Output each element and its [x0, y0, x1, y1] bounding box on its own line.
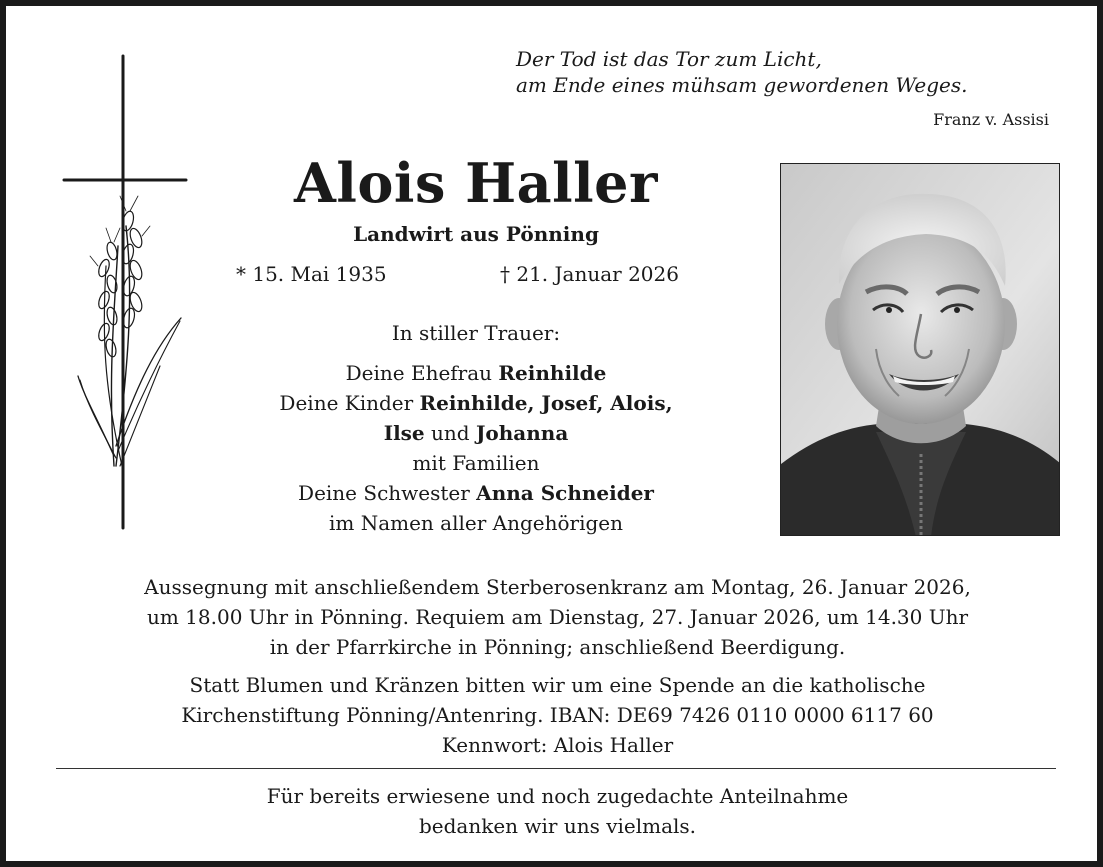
divider: [56, 768, 1056, 769]
donation-line-3: Kennwort: Alois Haller: [441, 733, 674, 757]
donation-line-2: Kirchenstiftung Pönning/Antenring. IBAN: DE69 7426 0110 0000 6117 60: [181, 703, 934, 727]
mourner-sister-name: Anna Schneider: [476, 481, 654, 505]
mourner-wife: [196, 358, 756, 388]
thanks-line-1: Für bereits erwiesene und noch zugedachte Anteilnahme: [266, 784, 849, 808]
mourner-sister: [196, 478, 756, 508]
deceased-name: Alois Haller: [294, 151, 658, 215]
service-line-3: in der Pfarrkirche in Pönning; anschließend Beerdigung.: [269, 635, 846, 659]
mourners-list: [196, 358, 756, 538]
mourner-wife-prefix: Deine Ehefrau: [345, 361, 499, 385]
death-date: † 21. Januar 2026: [500, 262, 679, 286]
mourner-children-prefix: Deine Kinder: [279, 391, 420, 415]
thanks-note: [46, 781, 1069, 841]
mourner-children-and: und: [424, 421, 476, 445]
service-line-2: um 18.00 Uhr in Pönning. Requiem am Dienstag, 27. Januar 2026, um 14.30 Uhr: [146, 605, 969, 629]
mourner-sister-prefix: Deine Schwester: [298, 481, 477, 505]
deceased-occupation: Landwirt aus Pönning: [353, 222, 599, 246]
mourner-children-names: Reinhilde, Josef, Alois,: [419, 391, 673, 415]
donation-request: [46, 670, 1069, 760]
mourner-relatives: im Namen aller Angehörigen: [328, 511, 623, 535]
portrait-photo: [780, 163, 1060, 536]
quote-author: Franz v. Assisi: [933, 110, 1049, 129]
mourner-families: mit Familien: [412, 451, 540, 475]
service-details: [46, 572, 1069, 662]
donation-line-1: Statt Blumen und Kränzen bitten wir um eine Spende an die katholische: [189, 673, 926, 697]
quote-line-2: am Ende eines mühsam gewordenen Weges.: [516, 73, 968, 97]
mourner-children-cont: [196, 418, 756, 448]
mourner-child-ilse: Ilse: [383, 421, 425, 445]
mourner-wife-name: Reinhilde: [498, 361, 607, 385]
quote: [516, 46, 1061, 98]
mourners-heading: In stiller Trauer:: [391, 321, 561, 345]
cross-with-wheat-icon: [56, 46, 206, 536]
mourner-child-johanna: Johanna: [475, 421, 569, 445]
thanks-line-2: bedanken wir uns vielmals.: [418, 814, 697, 838]
birth-date: * 15. Mai 1935: [236, 262, 387, 286]
mourner-children: [196, 388, 756, 418]
quote-line-1: Der Tod ist das Tor zum Licht,: [516, 47, 822, 71]
service-line-1: Aussegnung mit anschließendem Sterberosenkranz am Montag, 26. Januar 2026,: [144, 575, 971, 599]
